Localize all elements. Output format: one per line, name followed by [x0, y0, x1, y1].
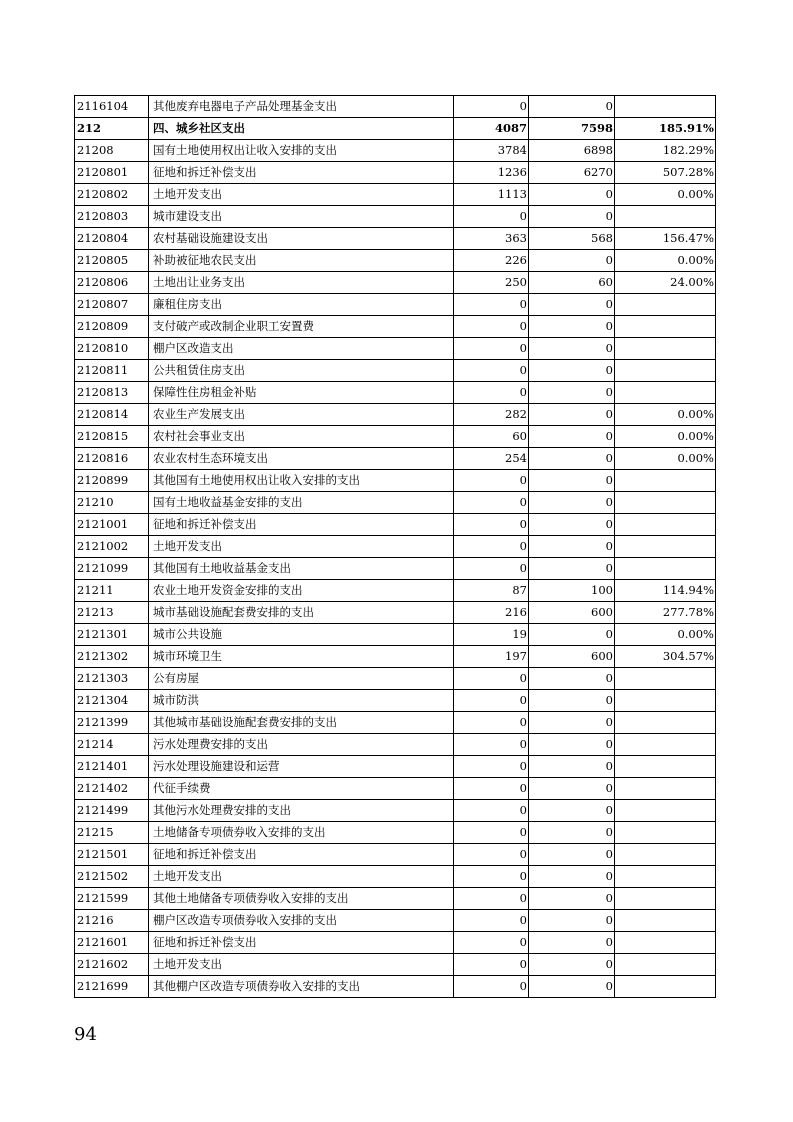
- cell-code: 21213: [75, 602, 149, 624]
- cell-code: 2121499: [75, 800, 149, 822]
- table-row: [75, 338, 716, 360]
- cell-percent: [615, 690, 716, 712]
- cell-code: 2120811: [75, 360, 149, 382]
- cell-amount-2: 7598: [529, 118, 615, 140]
- table-row: [75, 954, 716, 976]
- cell-code: 2121599: [75, 888, 149, 910]
- cell-percent: [615, 844, 716, 866]
- cell-amount-1: 0: [454, 536, 529, 558]
- cell-amount-1: 250: [454, 272, 529, 294]
- cell-name: 国有土地收益基金安排的支出: [149, 492, 454, 514]
- cell-code: 2121304: [75, 690, 149, 712]
- cell-percent: 507.28%: [615, 162, 716, 184]
- cell-amount-2: 0: [529, 426, 615, 448]
- cell-name: 代征手续费: [149, 778, 454, 800]
- cell-code: 2121399: [75, 712, 149, 734]
- cell-name: 棚户区改造专项债券收入安排的支出: [149, 910, 454, 932]
- cell-code: 2120899: [75, 470, 149, 492]
- cell-amount-1: 4087: [454, 118, 529, 140]
- cell-name: 污水处理设施建设和运营: [149, 756, 454, 778]
- cell-amount-1: 197: [454, 646, 529, 668]
- cell-percent: [615, 206, 716, 228]
- cell-code: 2120813: [75, 382, 149, 404]
- cell-amount-2: 6270: [529, 162, 615, 184]
- cell-name: 棚户区改造支出: [149, 338, 454, 360]
- cell-amount-1: 60: [454, 426, 529, 448]
- cell-amount-2: 0: [529, 844, 615, 866]
- cell-code: 2121402: [75, 778, 149, 800]
- cell-amount-2: 0: [529, 800, 615, 822]
- cell-percent: [615, 910, 716, 932]
- cell-code: 2120810: [75, 338, 149, 360]
- cell-name: 四、城乡社区支出: [149, 118, 454, 140]
- cell-percent: [615, 536, 716, 558]
- cell-code: 2121001: [75, 514, 149, 536]
- cell-amount-2: 0: [529, 536, 615, 558]
- cell-percent: 277.78%: [615, 602, 716, 624]
- cell-code: 2121099: [75, 558, 149, 580]
- table-row: [75, 228, 716, 250]
- table-row: [75, 822, 716, 844]
- cell-percent: 156.47%: [615, 228, 716, 250]
- cell-name: 征地和拆迁补偿支出: [149, 844, 454, 866]
- cell-code: 2120804: [75, 228, 149, 250]
- cell-amount-2: 0: [529, 316, 615, 338]
- cell-amount-1: 0: [454, 888, 529, 910]
- table-body: [75, 96, 716, 998]
- cell-percent: 0.00%: [615, 184, 716, 206]
- cell-name: 支付破产或改制企业职工安置费: [149, 316, 454, 338]
- table-row: [75, 910, 716, 932]
- cell-amount-1: 0: [454, 206, 529, 228]
- cell-amount-2: 600: [529, 602, 615, 624]
- cell-amount-2: 0: [529, 976, 615, 998]
- cell-code: 2121699: [75, 976, 149, 998]
- cell-amount-1: 0: [454, 712, 529, 734]
- table-row: [75, 272, 716, 294]
- cell-amount-2: 100: [529, 580, 615, 602]
- table-row: [75, 140, 716, 162]
- cell-amount-1: 0: [454, 976, 529, 998]
- cell-name: 其他棚户区改造专项债券收入安排的支出: [149, 976, 454, 998]
- cell-code: 2121302: [75, 646, 149, 668]
- cell-percent: [615, 888, 716, 910]
- cell-code: 2121602: [75, 954, 149, 976]
- cell-percent: [615, 734, 716, 756]
- cell-percent: 24.00%: [615, 272, 716, 294]
- cell-amount-2: 0: [529, 822, 615, 844]
- cell-code: 2121501: [75, 844, 149, 866]
- cell-code: 2121303: [75, 668, 149, 690]
- cell-name: 征地和拆迁补偿支出: [149, 514, 454, 536]
- cell-name: 城市基础设施配套费安排的支出: [149, 602, 454, 624]
- cell-amount-2: 6898: [529, 140, 615, 162]
- cell-amount-2: 0: [529, 558, 615, 580]
- table-row: [75, 492, 716, 514]
- table-row: [75, 778, 716, 800]
- cell-percent: [615, 976, 716, 998]
- cell-amount-2: 600: [529, 646, 615, 668]
- cell-name: 农村社会事业支出: [149, 426, 454, 448]
- table-row: [75, 888, 716, 910]
- cell-percent: 182.29%: [615, 140, 716, 162]
- cell-percent: [615, 558, 716, 580]
- table-row: [75, 162, 716, 184]
- cell-amount-1: 0: [454, 294, 529, 316]
- cell-amount-1: 0: [454, 800, 529, 822]
- cell-amount-1: 0: [454, 492, 529, 514]
- cell-percent: 0.00%: [615, 426, 716, 448]
- cell-name: 污水处理费安排的支出: [149, 734, 454, 756]
- cell-amount-2: 0: [529, 690, 615, 712]
- table-row: [75, 756, 716, 778]
- cell-code: 2121401: [75, 756, 149, 778]
- cell-percent: 304.57%: [615, 646, 716, 668]
- cell-code: 2120801: [75, 162, 149, 184]
- table-row: [75, 118, 716, 140]
- cell-amount-2: 0: [529, 184, 615, 206]
- table-row: [75, 206, 716, 228]
- cell-amount-2: 0: [529, 932, 615, 954]
- cell-amount-2: 60: [529, 272, 615, 294]
- cell-percent: [615, 668, 716, 690]
- budget-table: [74, 95, 716, 998]
- cell-code: 2121002: [75, 536, 149, 558]
- cell-amount-2: 0: [529, 206, 615, 228]
- cell-amount-2: 0: [529, 404, 615, 426]
- table-row: [75, 932, 716, 954]
- cell-amount-1: 0: [454, 778, 529, 800]
- cell-code: 2120814: [75, 404, 149, 426]
- cell-code: 2116104: [75, 96, 149, 118]
- table-row: [75, 866, 716, 888]
- cell-name: 其他污水处理费安排的支出: [149, 800, 454, 822]
- cell-name: 土地开发支出: [149, 866, 454, 888]
- cell-code: 21216: [75, 910, 149, 932]
- cell-amount-1: 0: [454, 514, 529, 536]
- cell-percent: [615, 382, 716, 404]
- cell-amount-2: 0: [529, 470, 615, 492]
- cell-name: 城市公共设施: [149, 624, 454, 646]
- cell-name: 城市防洪: [149, 690, 454, 712]
- cell-name: 其他国有土地收益基金支出: [149, 558, 454, 580]
- cell-amount-2: 0: [529, 492, 615, 514]
- cell-percent: 114.94%: [615, 580, 716, 602]
- cell-percent: [615, 954, 716, 976]
- cell-percent: [615, 712, 716, 734]
- table-row: [75, 536, 716, 558]
- cell-percent: [615, 470, 716, 492]
- cell-code: 2120809: [75, 316, 149, 338]
- cell-amount-1: 0: [454, 338, 529, 360]
- cell-name: 征地和拆迁补偿支出: [149, 932, 454, 954]
- cell-name: 土地开发支出: [149, 536, 454, 558]
- cell-name: 补助被征地农民支出: [149, 250, 454, 272]
- cell-name: 土地开发支出: [149, 954, 454, 976]
- cell-name: 其他土地储备专项债券收入安排的支出: [149, 888, 454, 910]
- cell-amount-2: 0: [529, 624, 615, 646]
- cell-amount-1: 0: [454, 844, 529, 866]
- cell-percent: [615, 932, 716, 954]
- cell-amount-2: 0: [529, 734, 615, 756]
- cell-amount-1: 0: [454, 734, 529, 756]
- cell-name: 其他城市基础设施配套费安排的支出: [149, 712, 454, 734]
- table-row: [75, 844, 716, 866]
- cell-code: 2121502: [75, 866, 149, 888]
- table-row: [75, 294, 716, 316]
- cell-code: 2120802: [75, 184, 149, 206]
- cell-amount-1: 0: [454, 822, 529, 844]
- cell-percent: 0.00%: [615, 404, 716, 426]
- cell-name: 土地开发支出: [149, 184, 454, 206]
- cell-percent: [615, 778, 716, 800]
- cell-amount-1: 0: [454, 382, 529, 404]
- cell-name: 农业生产发展支出: [149, 404, 454, 426]
- cell-amount-1: 19: [454, 624, 529, 646]
- table-row: [75, 580, 716, 602]
- cell-name: 土地出让业务支出: [149, 272, 454, 294]
- cell-percent: 0.00%: [615, 250, 716, 272]
- cell-percent: [615, 96, 716, 118]
- cell-code: 2120815: [75, 426, 149, 448]
- table-row: [75, 470, 716, 492]
- table-row: [75, 712, 716, 734]
- table-row: [75, 602, 716, 624]
- cell-percent: [615, 316, 716, 338]
- cell-amount-1: 0: [454, 866, 529, 888]
- cell-name: 廉租住房支出: [149, 294, 454, 316]
- cell-amount-1: 0: [454, 932, 529, 954]
- cell-amount-2: 0: [529, 954, 615, 976]
- cell-amount-2: 0: [529, 382, 615, 404]
- cell-percent: [615, 492, 716, 514]
- table-row: [75, 800, 716, 822]
- table-row: [75, 646, 716, 668]
- cell-name: 保障性住房租金补贴: [149, 382, 454, 404]
- cell-code: 21215: [75, 822, 149, 844]
- table-row: [75, 250, 716, 272]
- cell-amount-1: 254: [454, 448, 529, 470]
- cell-amount-1: 3784: [454, 140, 529, 162]
- cell-percent: [615, 800, 716, 822]
- cell-amount-1: 0: [454, 316, 529, 338]
- cell-amount-1: 363: [454, 228, 529, 250]
- cell-amount-2: 0: [529, 250, 615, 272]
- cell-amount-1: 0: [454, 954, 529, 976]
- cell-name: 公共租赁住房支出: [149, 360, 454, 382]
- table-row: [75, 734, 716, 756]
- cell-name: 公有房屋: [149, 668, 454, 690]
- cell-code: 21208: [75, 140, 149, 162]
- cell-percent: [615, 822, 716, 844]
- cell-amount-2: 0: [529, 514, 615, 536]
- cell-amount-1: 0: [454, 910, 529, 932]
- page-number: 94: [74, 1024, 97, 1045]
- cell-amount-2: 0: [529, 360, 615, 382]
- cell-code: 21210: [75, 492, 149, 514]
- cell-amount-1: 1113: [454, 184, 529, 206]
- cell-code: 21214: [75, 734, 149, 756]
- cell-amount-2: 0: [529, 756, 615, 778]
- cell-code: 212: [75, 118, 149, 140]
- cell-name: 农村基础设施建设支出: [149, 228, 454, 250]
- cell-code: 2120806: [75, 272, 149, 294]
- table-row: [75, 624, 716, 646]
- cell-amount-1: 216: [454, 602, 529, 624]
- cell-amount-2: 568: [529, 228, 615, 250]
- cell-amount-1: 0: [454, 360, 529, 382]
- cell-amount-2: 0: [529, 866, 615, 888]
- cell-percent: [615, 866, 716, 888]
- cell-amount-2: 0: [529, 668, 615, 690]
- cell-name: 农业农村生态环境支出: [149, 448, 454, 470]
- cell-code: 2121301: [75, 624, 149, 646]
- table-row: [75, 426, 716, 448]
- cell-name: 农业土地开发资金安排的支出: [149, 580, 454, 602]
- table-row: [75, 96, 716, 118]
- cell-percent: 185.91%: [615, 118, 716, 140]
- cell-amount-2: 0: [529, 778, 615, 800]
- cell-code: 2120807: [75, 294, 149, 316]
- table-row: [75, 690, 716, 712]
- cell-amount-2: 0: [529, 888, 615, 910]
- cell-code: 2120803: [75, 206, 149, 228]
- cell-code: 2120816: [75, 448, 149, 470]
- cell-code: 2121601: [75, 932, 149, 954]
- cell-percent: 0.00%: [615, 624, 716, 646]
- cell-amount-1: 0: [454, 558, 529, 580]
- cell-amount-1: 87: [454, 580, 529, 602]
- cell-amount-1: 1236: [454, 162, 529, 184]
- table-row: [75, 382, 716, 404]
- table-row: [75, 316, 716, 338]
- cell-amount-1: 282: [454, 404, 529, 426]
- cell-percent: [615, 514, 716, 536]
- cell-amount-1: 0: [454, 690, 529, 712]
- cell-amount-1: 0: [454, 668, 529, 690]
- cell-amount-1: 0: [454, 470, 529, 492]
- cell-name: 其他废弃电器电子产品处理基金支出: [149, 96, 454, 118]
- cell-name: 土地储备专项债券收入安排的支出: [149, 822, 454, 844]
- cell-amount-2: 0: [529, 338, 615, 360]
- table-row: [75, 404, 716, 426]
- cell-amount-1: 226: [454, 250, 529, 272]
- cell-percent: 0.00%: [615, 448, 716, 470]
- table-row: [75, 976, 716, 998]
- cell-amount-2: 0: [529, 448, 615, 470]
- table-row: [75, 448, 716, 470]
- cell-name: 征地和拆迁补偿支出: [149, 162, 454, 184]
- cell-percent: [615, 360, 716, 382]
- cell-amount-2: 0: [529, 910, 615, 932]
- cell-name: 国有土地使用权出让收入安排的支出: [149, 140, 454, 162]
- cell-amount-2: 0: [529, 294, 615, 316]
- cell-percent: [615, 338, 716, 360]
- cell-name: 城市建设支出: [149, 206, 454, 228]
- table-row: [75, 668, 716, 690]
- cell-amount-1: 0: [454, 756, 529, 778]
- cell-amount-2: 0: [529, 96, 615, 118]
- table-row: [75, 360, 716, 382]
- cell-percent: [615, 294, 716, 316]
- cell-amount-1: 0: [454, 96, 529, 118]
- cell-name: 其他国有土地使用权出让收入安排的支出: [149, 470, 454, 492]
- cell-amount-2: 0: [529, 712, 615, 734]
- cell-percent: [615, 756, 716, 778]
- cell-name: 城市环境卫生: [149, 646, 454, 668]
- table-row: [75, 558, 716, 580]
- cell-code: 2120805: [75, 250, 149, 272]
- table-row: [75, 514, 716, 536]
- cell-code: 21211: [75, 580, 149, 602]
- table-row: [75, 184, 716, 206]
